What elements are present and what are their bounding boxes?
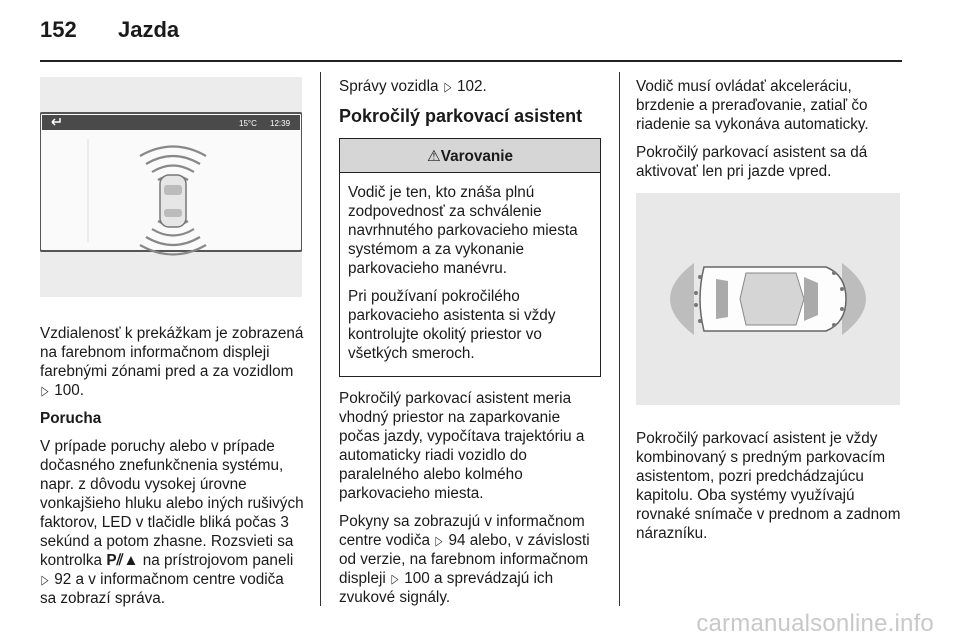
display-temperature: 15°C (239, 119, 257, 128)
distance-paragraph: Vzdialenosť k prekážkam je zobrazená na farebnom informačnom displeji farebnými zónami pred a za vozidlom ▷ 100. (40, 325, 304, 399)
fault-heading: Porucha (40, 410, 102, 427)
column-2 (339, 77, 605, 616)
reference-arrow-icon: ▷ (41, 572, 49, 587)
sensor-range-figure (636, 193, 900, 405)
page-header (40, 17, 179, 43)
column-3 (636, 77, 902, 552)
reference-arrow-icon: ▷ (391, 571, 399, 586)
fault-paragraph: V prípade poruchy alebo v prípade dočasného znefunkčnenia systému, napr. z dôvodu vysokej úrovne vonkajšieho hluku alebo iných rušivých faktorov, LED v tlačidle bliká počas 3 sekúnd a potom zhasne. Rozsvieti sa kontrolka P⫽▲ na prístrojovom paneli ▷ 92 a v informačnom centre vodiča sa zobrazí správa. (40, 438, 304, 607)
section-title: Pokročilý parkovací asistent (339, 106, 583, 126)
warning-paragraph-1: Vodič je ten, kto znáša plnú zodpovednosť za schválenie navrhnutého parkovacieho miesta systémom a za vykonanie parkovacieho manévru. (348, 184, 578, 277)
warning-header: ⚠Varovanie (340, 139, 600, 173)
watermark: carmanualsonline.info (696, 610, 934, 637)
parking-warning-icon: P⫽▲ (106, 552, 139, 569)
warning-triangle-icon: ⚠ (427, 148, 441, 165)
display-time: 12:39 (270, 119, 291, 128)
reference-arrow-icon: ▷ (41, 383, 49, 398)
driver-control-paragraph: Vodič musí ovládať akceleráciu, brzdenie a preraďovanie, zatiaľ čo riadenie sa vykonáva automaticky. (636, 78, 869, 133)
page-number: 152 (40, 17, 77, 42)
header-rule (40, 60, 902, 62)
activation-paragraph: Pokročilý parkovací asistent sa dá aktivovať len pri jazde vpred. (636, 144, 868, 180)
column-divider-2 (619, 72, 620, 606)
instructions-paragraph: Pokyny sa zobrazujú v informačnom centre vodiča ▷ 94 alebo, v závislosti od verzie, na farebnom informačnom displeji ▷ 100 a sprevádzajú ich zvukové signály. (339, 513, 590, 606)
car-top-view (700, 267, 846, 331)
measure-paragraph: Pokročilý parkovací asistent meria vhodný priestor na zaparkovanie počas jazdy, vypočítava trajektóriu a automaticky riadi vozidlo do paralelného alebo kolmého parkovacieho miesta. (339, 390, 585, 502)
parking-display-figure (40, 77, 302, 297)
reference-arrow-icon: ▷ (444, 79, 452, 94)
combined-assist-paragraph: Pokročilý parkovací asistent je vždy kombinovaný s predným parkovacím asistentom, pozri predchádzajúcu kapitolu. Oba systémy využívajú rovnaké snímače v prednom a zadnom nárazníku. (636, 430, 901, 542)
car-sensor-illustration (636, 193, 900, 405)
reference-arrow-icon: ▷ (435, 533, 443, 548)
warning-box (339, 138, 601, 377)
column-divider-1 (320, 72, 321, 606)
messages-reference: Správy vozidla ▷ 102. (339, 78, 487, 95)
chapter-title: Jazda (118, 17, 180, 42)
column-1 (40, 77, 304, 617)
parking-display-illustration (40, 77, 302, 297)
warning-paragraph-2: Pri používaní pokročilého parkovacieho asistenta si vždy kontrolujte okolitý priestor vo všetkých smeroch. (348, 288, 556, 362)
car-top-view (160, 175, 186, 227)
